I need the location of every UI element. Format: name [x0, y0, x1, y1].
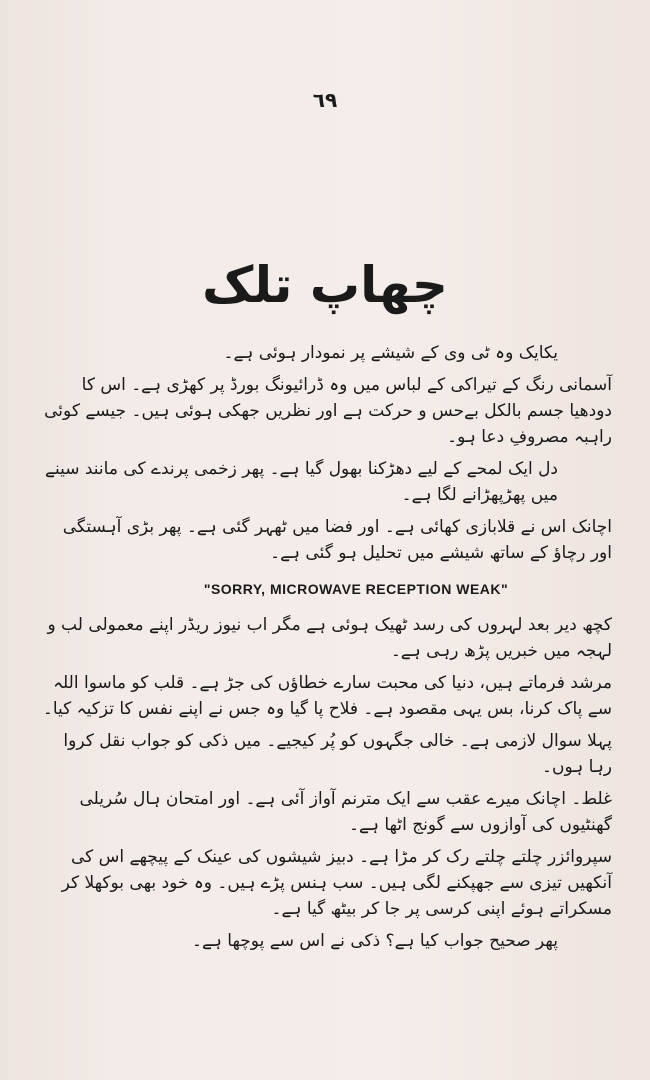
paragraph: اچانک اس نے قلابازی کھائی ہے۔ اور فضا میں ٹھہر گئی ہے۔ پھر بڑی آہستگی اور رچاؤ کے ساتھ شیشے میں تحلیل ہو گئی ہے۔: [62, 517, 612, 563]
page-number: ٦٩: [312, 88, 338, 112]
paragraph: دل ایک لمحے کے لیے دھڑکنا بھول گیا ہے۔ پھر زخمی پرندے کی مانند سینے میں پھڑپھڑانے لگا ہے۔: [44, 459, 558, 505]
paragraph: پہلا سوال لازمی ہے۔ خالی جگہوں کو پُر کیجیے۔ میں ذکی کو جواب نقل کروا رہا ہوں۔: [63, 731, 612, 777]
chapter-title: چھاپ تلک: [202, 256, 448, 314]
paragraph: سپروائزر چلتے چلتے رک کر مڑا ہے۔ دبیز شیشوں کی عینک کے پیچھے اس کی آنکھیں تیزی سے جھپکنے لگی ہیں۔ سب ہنس پڑے ہیں۔ وہ خود بھی بوکھلا کر مسکراتے ہوئے اپنی کرسی پر جا کر بیٹھ گیا ہے۔: [61, 847, 612, 919]
paragraph: مرشد فرماتے ہیں، دنیا کی محبت سارے خطاؤں کی جڑ ہے۔ قلب کو ماسوا اللہ سے پاک کرنا، بس یہی مقصود ہے۔ فلاح پا گیا وہ جس نے اپنے نفس کا تزکیہ کیا۔: [42, 673, 612, 719]
paragraph: پھر صحیح جواب کیا ہے؟ ذکی نے اس سے پوچھا ہے۔: [192, 931, 558, 951]
paragraph: غلط۔ اچانک میرے عقب سے ایک مترنم آواز آئی ہے۔ اور امتحان ہال سُریلی گھنٹیوں کی آوازوں سے گونج اٹھا ہے۔: [79, 789, 612, 835]
paragraph: آسمانی رنگ کے تیراکی کے لباس میں وہ ڈرائیونگ بورڈ پر کھڑی ہے۔ اس کا دودھیا جسم بالکل بےحس و حرکت ہے اور نظریں جھکی ہوئی ہیں۔ جیسے کوئی راہبہ مصروفِ دعا ہو۔: [44, 375, 612, 447]
paragraph: یکایک وہ ٹی وی کے شیشے پر نمودار ہوئی ہے۔: [223, 343, 558, 363]
body-text: [40, 340, 612, 960]
paragraph: کچھ دیر بعد لہروں کی رسد ٹھیک ہوئی ہے مگر اب نیوز ریڈر اپنے معمولی لب و لہجہ میں خبریں پڑھ رہی ہے۔: [47, 615, 612, 661]
english-quote-line: "SORRY, MICROWAVE RECEPTION WEAK": [203, 581, 509, 597]
